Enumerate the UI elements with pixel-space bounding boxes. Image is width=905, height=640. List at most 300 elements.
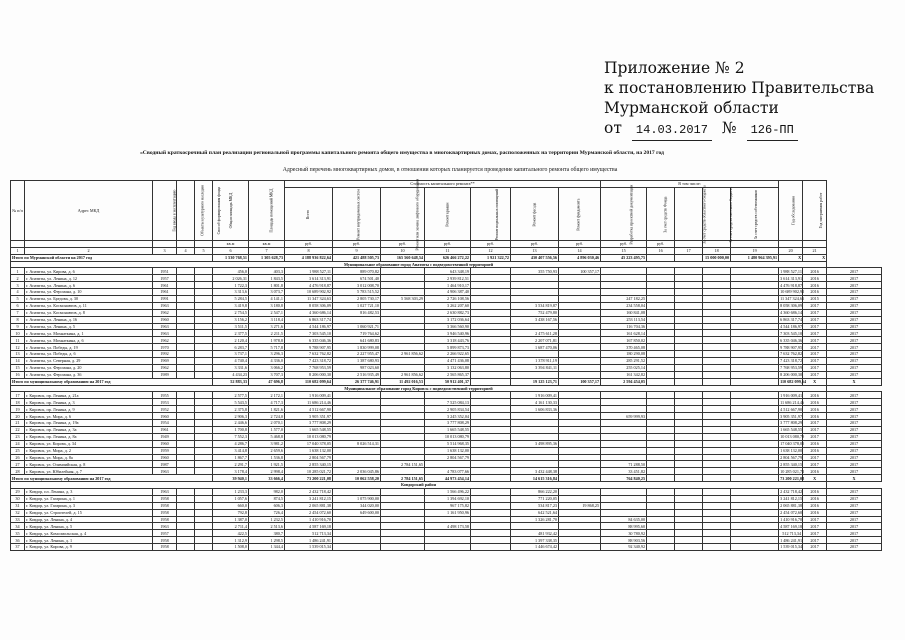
row-cost-cell xyxy=(559,537,601,544)
column-number-cell: 5 xyxy=(195,247,213,254)
row-cost-cell: 1 060 921,71 xyxy=(333,323,381,330)
row-regional-cell xyxy=(675,302,703,309)
row-number: 12 xyxy=(11,344,25,351)
row-cost-cell: 4 498 173,58 xyxy=(425,523,471,530)
row-completion-year: 2017 xyxy=(827,392,882,399)
row-cost-cell: 649 600,00 xyxy=(333,509,381,516)
row-area-total: 456,0 xyxy=(213,268,249,275)
row-regional-cell xyxy=(675,440,703,447)
row-area-total: 1 312,9 xyxy=(213,537,249,544)
row-regional-cell xyxy=(675,309,703,316)
row-cost-cell xyxy=(559,447,601,454)
row-cost-cell: 7 768 953,59 xyxy=(285,364,333,371)
row-regional-cell xyxy=(675,516,703,523)
row-area-living: 1 921,5 xyxy=(249,461,285,468)
row-local-cell xyxy=(703,364,731,371)
row-survey-year: 2016 xyxy=(803,413,827,420)
row-cost-cell: 2 516 935,49 xyxy=(333,371,381,378)
table-row xyxy=(11,316,882,323)
row-completion-year: 2017 xyxy=(827,275,882,282)
row-cost-cell xyxy=(601,509,647,516)
row-year: 1962 xyxy=(153,364,177,371)
section-total-cell: 19 125 123,71 xyxy=(511,378,559,385)
row-area-total: 1 057,6 xyxy=(213,495,249,502)
row-area-living: 2 172,1 xyxy=(249,392,285,399)
row-fund xyxy=(195,351,213,358)
row-cost-cell: 641 680,83 xyxy=(333,337,381,344)
grand-total-cell: 430 407 556,56 xyxy=(511,254,559,261)
row-cost-cell xyxy=(559,364,601,371)
grand-total-cell: 421 488 505,73 xyxy=(333,254,381,261)
section-total-cell: 47 696,8 xyxy=(249,378,285,385)
row-number: 7 xyxy=(11,309,25,316)
row-fund xyxy=(195,468,213,475)
row-cost-cell: 1 397 338,35 xyxy=(511,537,559,544)
row-year: 1991 xyxy=(153,296,177,303)
row-cost-cell: 180 290,08 xyxy=(601,351,647,358)
row-cost-cell xyxy=(601,433,647,440)
row-completion-year: 2017 xyxy=(827,282,882,289)
row-regional-cell xyxy=(675,364,703,371)
row-area-total: 2 026,31 xyxy=(213,275,249,282)
row-heritage xyxy=(177,323,195,330)
row-cost-cell xyxy=(511,282,559,289)
row-cost-cell: 4 476 918,87 xyxy=(285,282,333,289)
row-cost-cell: 3 172 036,64 xyxy=(425,316,471,323)
row-cost-cell: 100 357,17 xyxy=(559,268,601,275)
unit-cell: руб. xyxy=(511,240,559,247)
row-cost-cell: 3 012 008,70 xyxy=(333,282,381,289)
col-fund: Способ формирования фонда xyxy=(195,181,213,241)
row-cost-cell: 4 587 169,18 xyxy=(285,523,333,530)
row-survey-year: 2017 xyxy=(803,433,827,440)
row-area-total: 4 434,23 xyxy=(213,371,249,378)
unit-cell xyxy=(11,240,25,247)
row-local-cell xyxy=(703,309,731,316)
row-cost-cell xyxy=(381,282,425,289)
row-address: г. Ковдор, ул. Гагарина, д. 3 xyxy=(25,502,153,509)
row-extra-cell xyxy=(731,302,779,309)
row-cost-cell xyxy=(381,358,425,365)
row-local-cell xyxy=(703,426,731,433)
row-cost-cell xyxy=(471,309,511,316)
row-extra-cell xyxy=(731,502,779,509)
row-completion-year: 2017 xyxy=(827,461,882,468)
row-area-living: 874,5 xyxy=(249,495,285,502)
row-address: г. Апатиты, ул. Северная, д. 29 xyxy=(25,358,153,365)
table-row xyxy=(11,420,882,427)
col-roof: Ремонт крыши xyxy=(425,187,471,240)
row-cost-cell: 1 486 241,91 xyxy=(285,537,333,544)
row-area-total: 3 313,6 xyxy=(213,289,249,296)
row-address: г. Кировск, пр. Ленина, д. 21а xyxy=(25,392,153,399)
row-fund xyxy=(195,454,213,461)
row-extra-cell xyxy=(731,454,779,461)
row-cost-cell: 1 075 900,00 xyxy=(333,495,381,502)
row-cost-cell: 3 905 351,97 xyxy=(285,413,333,420)
row-cost-cell: 2 454 072,60 xyxy=(285,509,333,516)
table-row xyxy=(11,468,882,475)
col-design: Разработка проектной документации xyxy=(601,187,647,240)
row-year: 1962 xyxy=(153,309,177,316)
row-cost-cell xyxy=(381,330,425,337)
row-survey-year: 2017 xyxy=(803,544,827,551)
column-number-cell: 2 xyxy=(25,247,153,254)
row-cost-cell xyxy=(559,516,601,523)
row-heritage xyxy=(177,371,195,378)
row-survey-year: 2016 xyxy=(803,289,827,296)
row-heritage xyxy=(177,544,195,551)
row-fund xyxy=(195,344,213,351)
row-regional-cell xyxy=(675,544,703,551)
row-fund-cell xyxy=(647,330,675,337)
row-area-living: 3 118,4 xyxy=(249,316,285,323)
row-cost-cell xyxy=(471,351,511,358)
row-fund xyxy=(195,337,213,344)
row-cost-cell xyxy=(471,488,511,495)
row-local-cell xyxy=(703,516,731,523)
section-total-label: Итого по муниципальному образованию на 2017 год xyxy=(11,378,213,385)
row-cost-cell: 674 501,40 xyxy=(333,275,381,282)
row-cost-cell: 1 464 910,17 xyxy=(425,282,471,289)
row-fund xyxy=(195,426,213,433)
row-address: г. Апатиты, ул. Мохнаткина, д. 1 xyxy=(25,330,153,337)
row-cost-cell xyxy=(381,289,425,296)
row-survey-year: 2017 xyxy=(803,516,827,523)
row-area-living: 1 978,8 xyxy=(249,337,285,344)
row-cost-cell: 3 946 540,96 xyxy=(425,330,471,337)
row-regional-cell xyxy=(675,447,703,454)
row-cost-cell xyxy=(381,468,425,475)
row-cost-cell: 19 868,25 xyxy=(559,502,601,509)
row-cost-cell: 1 566 496,22 xyxy=(425,488,471,495)
unit-cell xyxy=(177,240,195,247)
row-area-living: 5 468,8 xyxy=(249,433,285,440)
table-body xyxy=(11,240,882,550)
row-cost-cell xyxy=(559,337,601,344)
row-number: 37 xyxy=(11,544,25,551)
unit-cell xyxy=(195,240,213,247)
row-area-total: 3 414,8 xyxy=(213,447,249,454)
date-prefix: от xyxy=(604,119,622,137)
row-fund xyxy=(195,544,213,551)
row-extra-cell xyxy=(731,530,779,537)
table-row xyxy=(11,516,882,523)
row-heritage xyxy=(177,523,195,530)
row-fund-cell xyxy=(647,289,675,296)
row-year: 1970 xyxy=(153,344,177,351)
unit-cell xyxy=(153,240,177,247)
table-row xyxy=(11,461,882,468)
row-cost-cell: 8 206 000,30 xyxy=(285,371,333,378)
grand-total-cell: 1 921 322,72 xyxy=(471,254,511,261)
row-area-total: 3 178,4 xyxy=(213,468,249,475)
row-cost-cell xyxy=(471,537,511,544)
row-cost-cell xyxy=(471,399,511,406)
row-cost-cell: 2 630 882,73 xyxy=(425,309,471,316)
row-completion-year: 2017 xyxy=(827,289,882,296)
row-fund xyxy=(195,371,213,378)
table-row xyxy=(11,537,882,544)
row-owners-cell: 17 040 378,05 xyxy=(780,441,805,447)
col-basement: Ремонт подвальных помещений xyxy=(471,187,511,240)
table-row xyxy=(11,530,882,537)
row-cost-cell xyxy=(425,544,471,551)
table-row xyxy=(11,268,882,275)
row-fund xyxy=(195,509,213,516)
row-regional-cell xyxy=(675,406,703,413)
table-row xyxy=(11,509,882,516)
row-cost-cell: 161 628,14 xyxy=(601,330,647,337)
row-address: г. Апатиты, ул. Победы, д. 6 xyxy=(25,351,153,358)
row-cost-cell xyxy=(471,330,511,337)
row-local-cell xyxy=(703,358,731,365)
row-number: 24 xyxy=(11,440,25,447)
row-area-living: 982,0 xyxy=(249,488,285,495)
row-extra-cell xyxy=(731,537,779,544)
section-total-cell: X xyxy=(827,378,882,385)
row-cost-cell: 1 326 281,70 xyxy=(511,516,559,523)
section-total-cell: 2 594 454,05 xyxy=(601,378,647,385)
row-cost-cell: 1 606 833,36 xyxy=(511,406,559,413)
row-number: 16 xyxy=(11,371,25,378)
row-address: г. Кировск, пр. Ленина, д. 3а xyxy=(25,426,153,433)
row-heritage xyxy=(177,413,195,420)
row-heritage xyxy=(177,461,195,468)
row-extra-cell xyxy=(731,420,779,427)
column-number-cell: 20 xyxy=(779,247,803,254)
row-local-cell xyxy=(703,509,731,516)
row-cost-cell: 285 291,52 xyxy=(601,358,647,365)
row-regional-cell xyxy=(675,296,703,303)
row-cost-cell: 2 065 881,38 xyxy=(285,502,333,509)
row-cost-cell xyxy=(381,433,425,440)
section-total-cell: 10 062 558,20 xyxy=(333,475,381,482)
row-extra-cell xyxy=(731,275,779,282)
row-cost-cell: 4 512 667,90 xyxy=(285,406,333,413)
row-number: 36 xyxy=(11,537,25,544)
section-total-cell: 110 682 099,64 xyxy=(285,378,333,385)
row-year: 1957 xyxy=(153,530,177,537)
row-area-total: 1 233,3 xyxy=(213,488,249,495)
row-cost-cell xyxy=(381,364,425,371)
row-area-total: 3 511,5 xyxy=(213,323,249,330)
row-number: 14 xyxy=(11,358,25,365)
row-heritage xyxy=(177,509,195,516)
row-cost-cell xyxy=(559,406,601,413)
row-cost-cell xyxy=(333,316,381,323)
row-completion-year: 2017 xyxy=(827,433,882,440)
row-area-living: 403,3 xyxy=(249,268,285,275)
section-total-cell: 33 666,4 xyxy=(249,475,285,482)
row-cost-cell xyxy=(601,420,647,427)
row-completion-year: 2017 xyxy=(827,516,882,523)
row-completion-year: 2017 xyxy=(827,544,882,551)
row-survey-year: 2017 xyxy=(803,351,827,358)
table-row xyxy=(11,447,882,454)
row-fund-cell xyxy=(647,323,675,330)
row-extra-cell xyxy=(731,296,779,303)
row-fund-cell xyxy=(647,296,675,303)
row-cost-cell: 3 498 895,36 xyxy=(511,440,559,447)
row-area-living: 3 073,7 xyxy=(249,289,285,296)
row-local-cell xyxy=(703,289,731,296)
row-completion-year: 2017 xyxy=(827,509,882,516)
row-regional-cell xyxy=(675,323,703,330)
row-heritage xyxy=(177,364,195,371)
row-cost-cell xyxy=(601,289,647,296)
row-owners-cell: 4 544 186,97 xyxy=(780,323,803,329)
row-cost-cell: 234 558,04 xyxy=(601,302,647,309)
row-cost-cell: 30 780,92 xyxy=(601,530,647,537)
row-owners-cell: 2 855 340,15 xyxy=(780,461,803,467)
grand-total-cell: 45 223 495,75 xyxy=(601,254,647,261)
row-number: 5 xyxy=(11,296,25,303)
row-area-total: 2 120,4 xyxy=(213,337,249,344)
row-cost-cell xyxy=(559,344,601,351)
row-cost-cell xyxy=(471,523,511,530)
table-row xyxy=(11,344,882,351)
row-cost-cell xyxy=(381,426,425,433)
row-fund xyxy=(195,440,213,447)
table-row xyxy=(11,289,882,296)
row-cost-cell xyxy=(471,275,511,282)
row-fund-cell xyxy=(647,420,675,427)
section-total-cell xyxy=(731,475,779,482)
row-survey-year: 2017 xyxy=(803,309,827,316)
row-cost-cell xyxy=(381,275,425,282)
row-cost-cell xyxy=(381,440,425,447)
row-regional-cell xyxy=(675,426,703,433)
row-extra-cell xyxy=(731,413,779,420)
row-cost-cell xyxy=(381,502,425,509)
row-cost-cell: 10 285 021,72 xyxy=(285,468,333,475)
row-survey-year: 2017 xyxy=(803,530,827,537)
row-owners-cell: 4 360 686,14 xyxy=(780,310,803,316)
row-completion-year: 2017 xyxy=(827,316,882,323)
row-area-living: 1 801,8 xyxy=(249,282,285,289)
row-fund xyxy=(195,309,213,316)
row-completion-year: 2017 xyxy=(827,413,882,420)
row-survey-year: 2016 xyxy=(803,275,827,282)
row-number: 20 xyxy=(11,413,25,420)
row-regional-cell xyxy=(675,337,703,344)
row-owners-cell: 1 665 548,55 xyxy=(780,427,803,433)
row-owners-cell: 6 863 317,74 xyxy=(780,317,803,323)
row-owners-cell: 11 686 214,46 xyxy=(780,399,805,405)
section-total-cell xyxy=(703,475,731,482)
row-extra-cell xyxy=(731,406,779,413)
row-cost-cell xyxy=(471,502,511,509)
row-area-total: 422,5 xyxy=(213,530,249,537)
col-survey-year: Год обследования xyxy=(779,181,803,241)
row-heritage xyxy=(177,268,195,275)
row-extra-cell xyxy=(731,495,779,502)
row-cost-cell: 659 999,93 xyxy=(601,413,647,420)
row-fund-cell xyxy=(647,530,675,537)
grand-total-cell: 1 530 768,51 xyxy=(213,254,249,261)
row-fund-cell xyxy=(647,468,675,475)
col-facade: Ремонт фасада xyxy=(511,187,559,240)
row-cost-cell: 1 387 680,93 xyxy=(333,358,381,365)
row-cost-cell: 3 366 560,90 xyxy=(425,323,471,330)
row-area-total: 2 375,8 xyxy=(213,406,249,413)
row-fund xyxy=(195,275,213,282)
table-row xyxy=(11,358,882,365)
appendix-title: Приложение № 2 xyxy=(604,59,745,77)
unit-cell xyxy=(25,240,153,247)
row-cost-cell xyxy=(559,433,601,440)
row-year: 1962 xyxy=(153,337,177,344)
row-cost-cell xyxy=(559,351,601,358)
row-cost-cell xyxy=(471,268,511,275)
decree-number: 126-ПП xyxy=(747,120,798,141)
row-fund xyxy=(195,399,213,406)
row-cost-cell: 967 175,82 xyxy=(425,502,471,509)
table-header-row xyxy=(11,181,882,188)
row-cost-cell: 92 340,92 xyxy=(601,544,647,551)
row-survey-year: 2017 xyxy=(803,426,827,433)
row-cost-cell xyxy=(471,516,511,523)
row-cost-cell: 88 903,56 xyxy=(601,537,647,544)
row-cost-cell: 1 539 015,34 xyxy=(285,544,333,551)
grand-total-row xyxy=(11,254,882,261)
row-local-cell xyxy=(703,323,731,330)
row-year: 1952 xyxy=(153,406,177,413)
row-year: 1960 xyxy=(153,413,177,420)
table-row xyxy=(11,351,882,358)
row-local-cell xyxy=(703,495,731,502)
col-federal: За счет средств Фонда xyxy=(647,187,675,240)
row-regional-cell xyxy=(675,530,703,537)
row-fund-cell xyxy=(647,275,675,282)
column-number-row xyxy=(11,247,882,254)
row-fund-cell xyxy=(647,413,675,420)
grand-total-cell: 1 480 964 395,91 xyxy=(731,254,779,261)
section-total-cell: 26 377 746,91 xyxy=(333,378,381,385)
section-header-row xyxy=(11,261,882,268)
row-heritage xyxy=(177,296,195,303)
col-area-total: Общая площадь МКД xyxy=(213,181,249,241)
row-cost-cell xyxy=(471,440,511,447)
row-area-living: 5 717,8 xyxy=(249,344,285,351)
row-area-living: 2 998,4 xyxy=(249,468,285,475)
row-regional-cell xyxy=(675,495,703,502)
section-total-cell: 73 200 221,08 xyxy=(285,475,333,482)
row-cost-cell xyxy=(511,289,559,296)
row-cost-cell: 719 764,62 xyxy=(333,330,381,337)
row-local-cell xyxy=(703,399,731,406)
number-prefix: № xyxy=(721,119,737,137)
row-address: г. Кировск, ул. Олимпийская, д. 8 xyxy=(25,461,153,468)
row-cost-cell: 7 303 545,10 xyxy=(285,330,333,337)
row-cost-cell: 3 777 808,29 xyxy=(285,420,333,427)
row-fund-cell xyxy=(647,447,675,454)
row-extra-cell xyxy=(731,364,779,371)
row-cost-cell: 2 227 955,47 xyxy=(333,351,381,358)
row-cost-cell: 643 348,19 xyxy=(425,268,471,275)
row-survey-year: 2016 xyxy=(803,406,827,413)
row-heritage xyxy=(177,454,195,461)
column-number-cell: 1 xyxy=(11,247,25,254)
section-total-cell: 110 682 099,64 xyxy=(780,379,807,385)
row-area-living: 1 298,5 xyxy=(249,537,285,544)
row-cost-cell xyxy=(511,413,559,420)
row-number: 6 xyxy=(11,302,25,309)
row-completion-year: 2017 xyxy=(827,454,882,461)
row-cost-cell: 2 036 045,86 xyxy=(333,468,381,475)
row-cost-cell: 33 451,82 xyxy=(601,468,647,475)
